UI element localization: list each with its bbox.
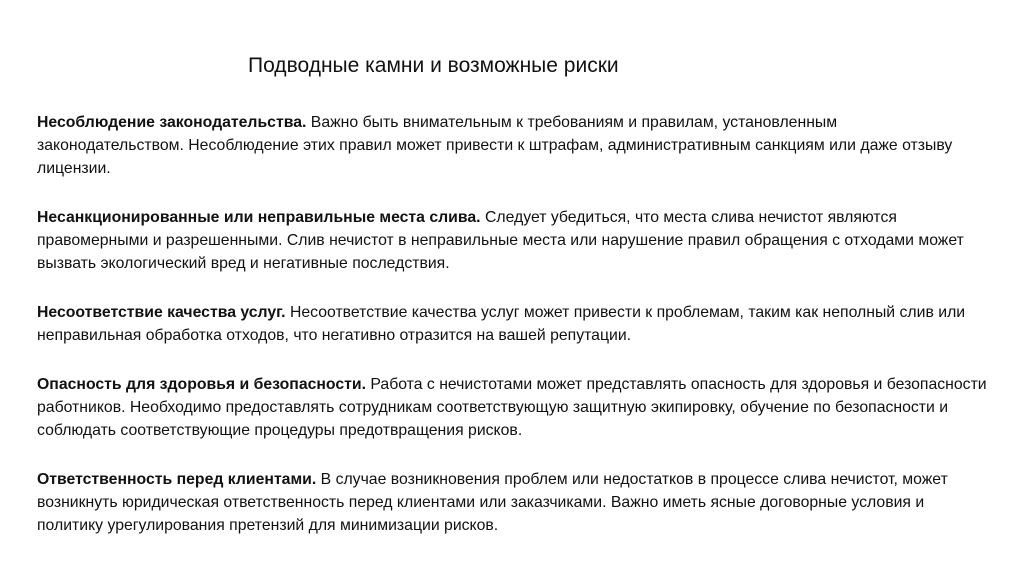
risk-heading: Несанкционированные или неправильные места слива. (37, 209, 481, 226)
slide-content (37, 111, 987, 537)
risk-description: В случае возникновения проблем или недостатков в процессе слива нечистот, может возникнуть юридическая ответственность перед клиентами или заказчиками. Важно иметь ясные договорные условия и политику урегулирования претензий для минимизации рисков. (37, 471, 948, 534)
risk-description: Работа с нечистотами может представлять опасность для здоровья и безопасности работников. Необходимо предоставлять сотрудникам соответствующую защитную экипировку, обучение по безопасности и соблюдать соответствующие процедуры предотвращения рисков. (37, 376, 987, 439)
risk-description: Важно быть внимательным к требованиям и правилам, установленным законодательством. Несоблюдение этих правил может привести к штрафам, административным санкциям или даже отзыву лицензии. (37, 114, 953, 177)
risk-heading: Несоответствие качества услуг. (37, 304, 286, 321)
risk-heading: Ответственность перед клиентами. (37, 471, 317, 488)
risk-description: Следует убедиться, что места слива нечистот являются правомерными и разрешенными. Слив нечистот в неправильные места или нарушение правил обращения с отходами может вызвать экологический вред и негативные последствия. (37, 209, 964, 272)
risk-heading: Опасность для здоровья и безопасности. (37, 376, 366, 393)
risk-section-client-liability (37, 468, 987, 537)
risk-section-service-quality (37, 301, 987, 347)
risk-section-legislation (37, 111, 987, 180)
slide-title: Подводные камни и возможные риски (248, 54, 619, 77)
risk-heading: Несоблюдение законодательства. (37, 114, 307, 131)
risk-description: Несоответствие качества услуг может привести к проблемам, таким как неполный слив или неправильная обработка отходов, что негативно отразится на вашей репутации. (37, 304, 966, 344)
risk-section-discharge-places (37, 206, 987, 275)
risk-section-health-safety (37, 373, 987, 442)
